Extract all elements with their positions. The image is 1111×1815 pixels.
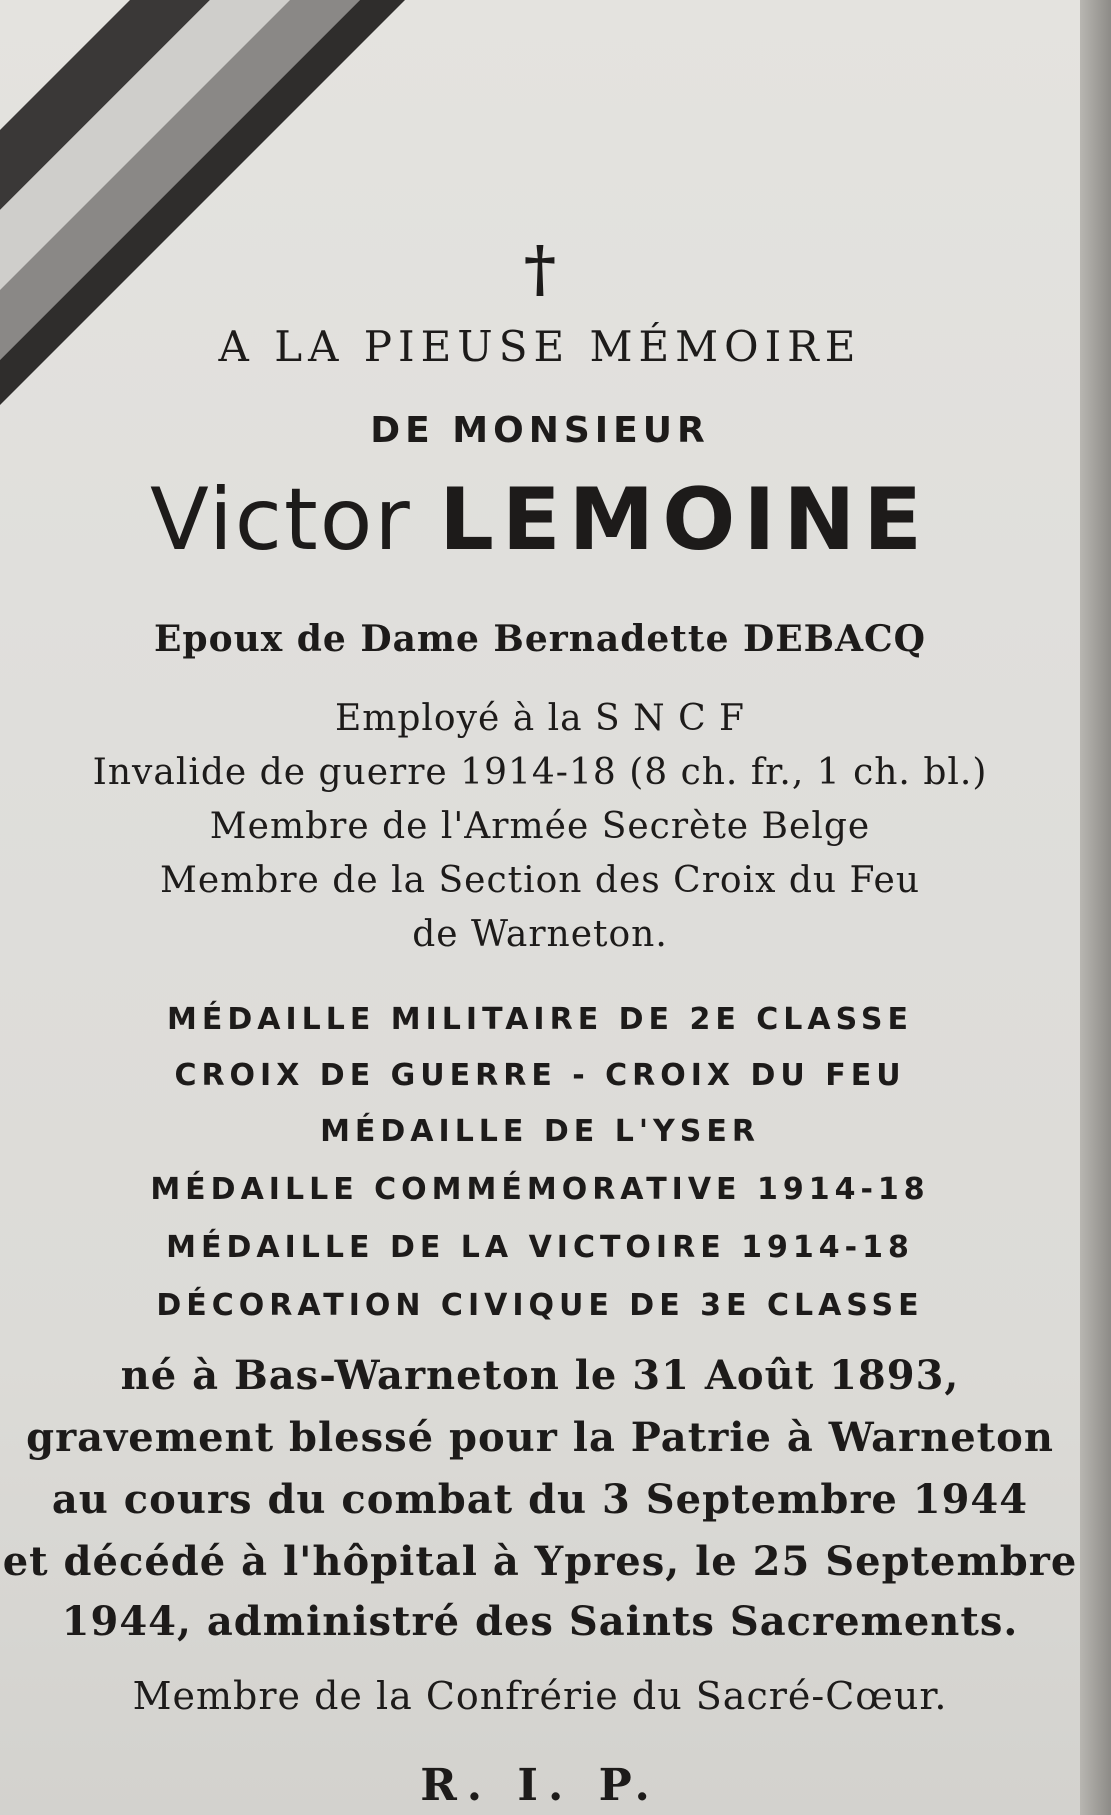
detail-line: Membre de la Section des Croix du Feu [159, 860, 921, 901]
last-name: LEMOINE [439, 470, 931, 570]
biography-line: et décédé à l'hôpital à Ypres, le 25 Septembre [2, 1538, 1078, 1585]
detail-line: Invalide de guerre 1914-18 (8 ch. fr., 1 ch. bl.) [92, 752, 988, 793]
heading-line-2: DE MONSIEUR [370, 410, 710, 451]
decoration-line: MÉDAILLE DE L'YSER [320, 1114, 760, 1149]
cross-symbol: † [523, 232, 557, 305]
confraternity-line: Membre de la Confrérie du Sacré-Cœur. [132, 1674, 948, 1718]
first-name: Victor [149, 470, 412, 570]
biography-line: gravement blessé pour la Patrie à Warneton [26, 1414, 1054, 1461]
heading-line-1: A LA PIEUSE MÉMOIRE [218, 322, 862, 371]
detail-line: Membre de l'Armée Secrète Belge [209, 806, 871, 847]
biography-line: 1944, administré des Saints Sacrements. [61, 1598, 1019, 1645]
spouse-line: Epoux de Dame Bernadette DEBACQ [153, 618, 927, 660]
detail-line: Employé à la S N C F [334, 698, 746, 739]
background-edge [1080, 0, 1111, 1815]
deceased-name [0, 470, 1080, 570]
detail-line: de Warneton. [412, 914, 668, 955]
decoration-line: CROIX DE GUERRE - CROIX DU FEU [174, 1058, 906, 1093]
decoration-line: MÉDAILLE MILITAIRE DE 2E CLASSE [166, 1002, 913, 1037]
biography-line: né à Bas-Warneton le 31 Août 1893, [120, 1352, 960, 1399]
biography-line: au cours du combat du 3 Septembre 1944 [51, 1476, 1029, 1523]
decoration-line: MÉDAILLE DE LA VICTOIRE 1914-18 [166, 1230, 914, 1265]
rip-closing: R. I. P. [420, 1760, 660, 1811]
decoration-line: DÉCORATION CIVIQUE DE 3E CLASSE [156, 1288, 924, 1323]
decoration-line: MÉDAILLE COMMÉMORATIVE 1914-18 [150, 1172, 930, 1207]
